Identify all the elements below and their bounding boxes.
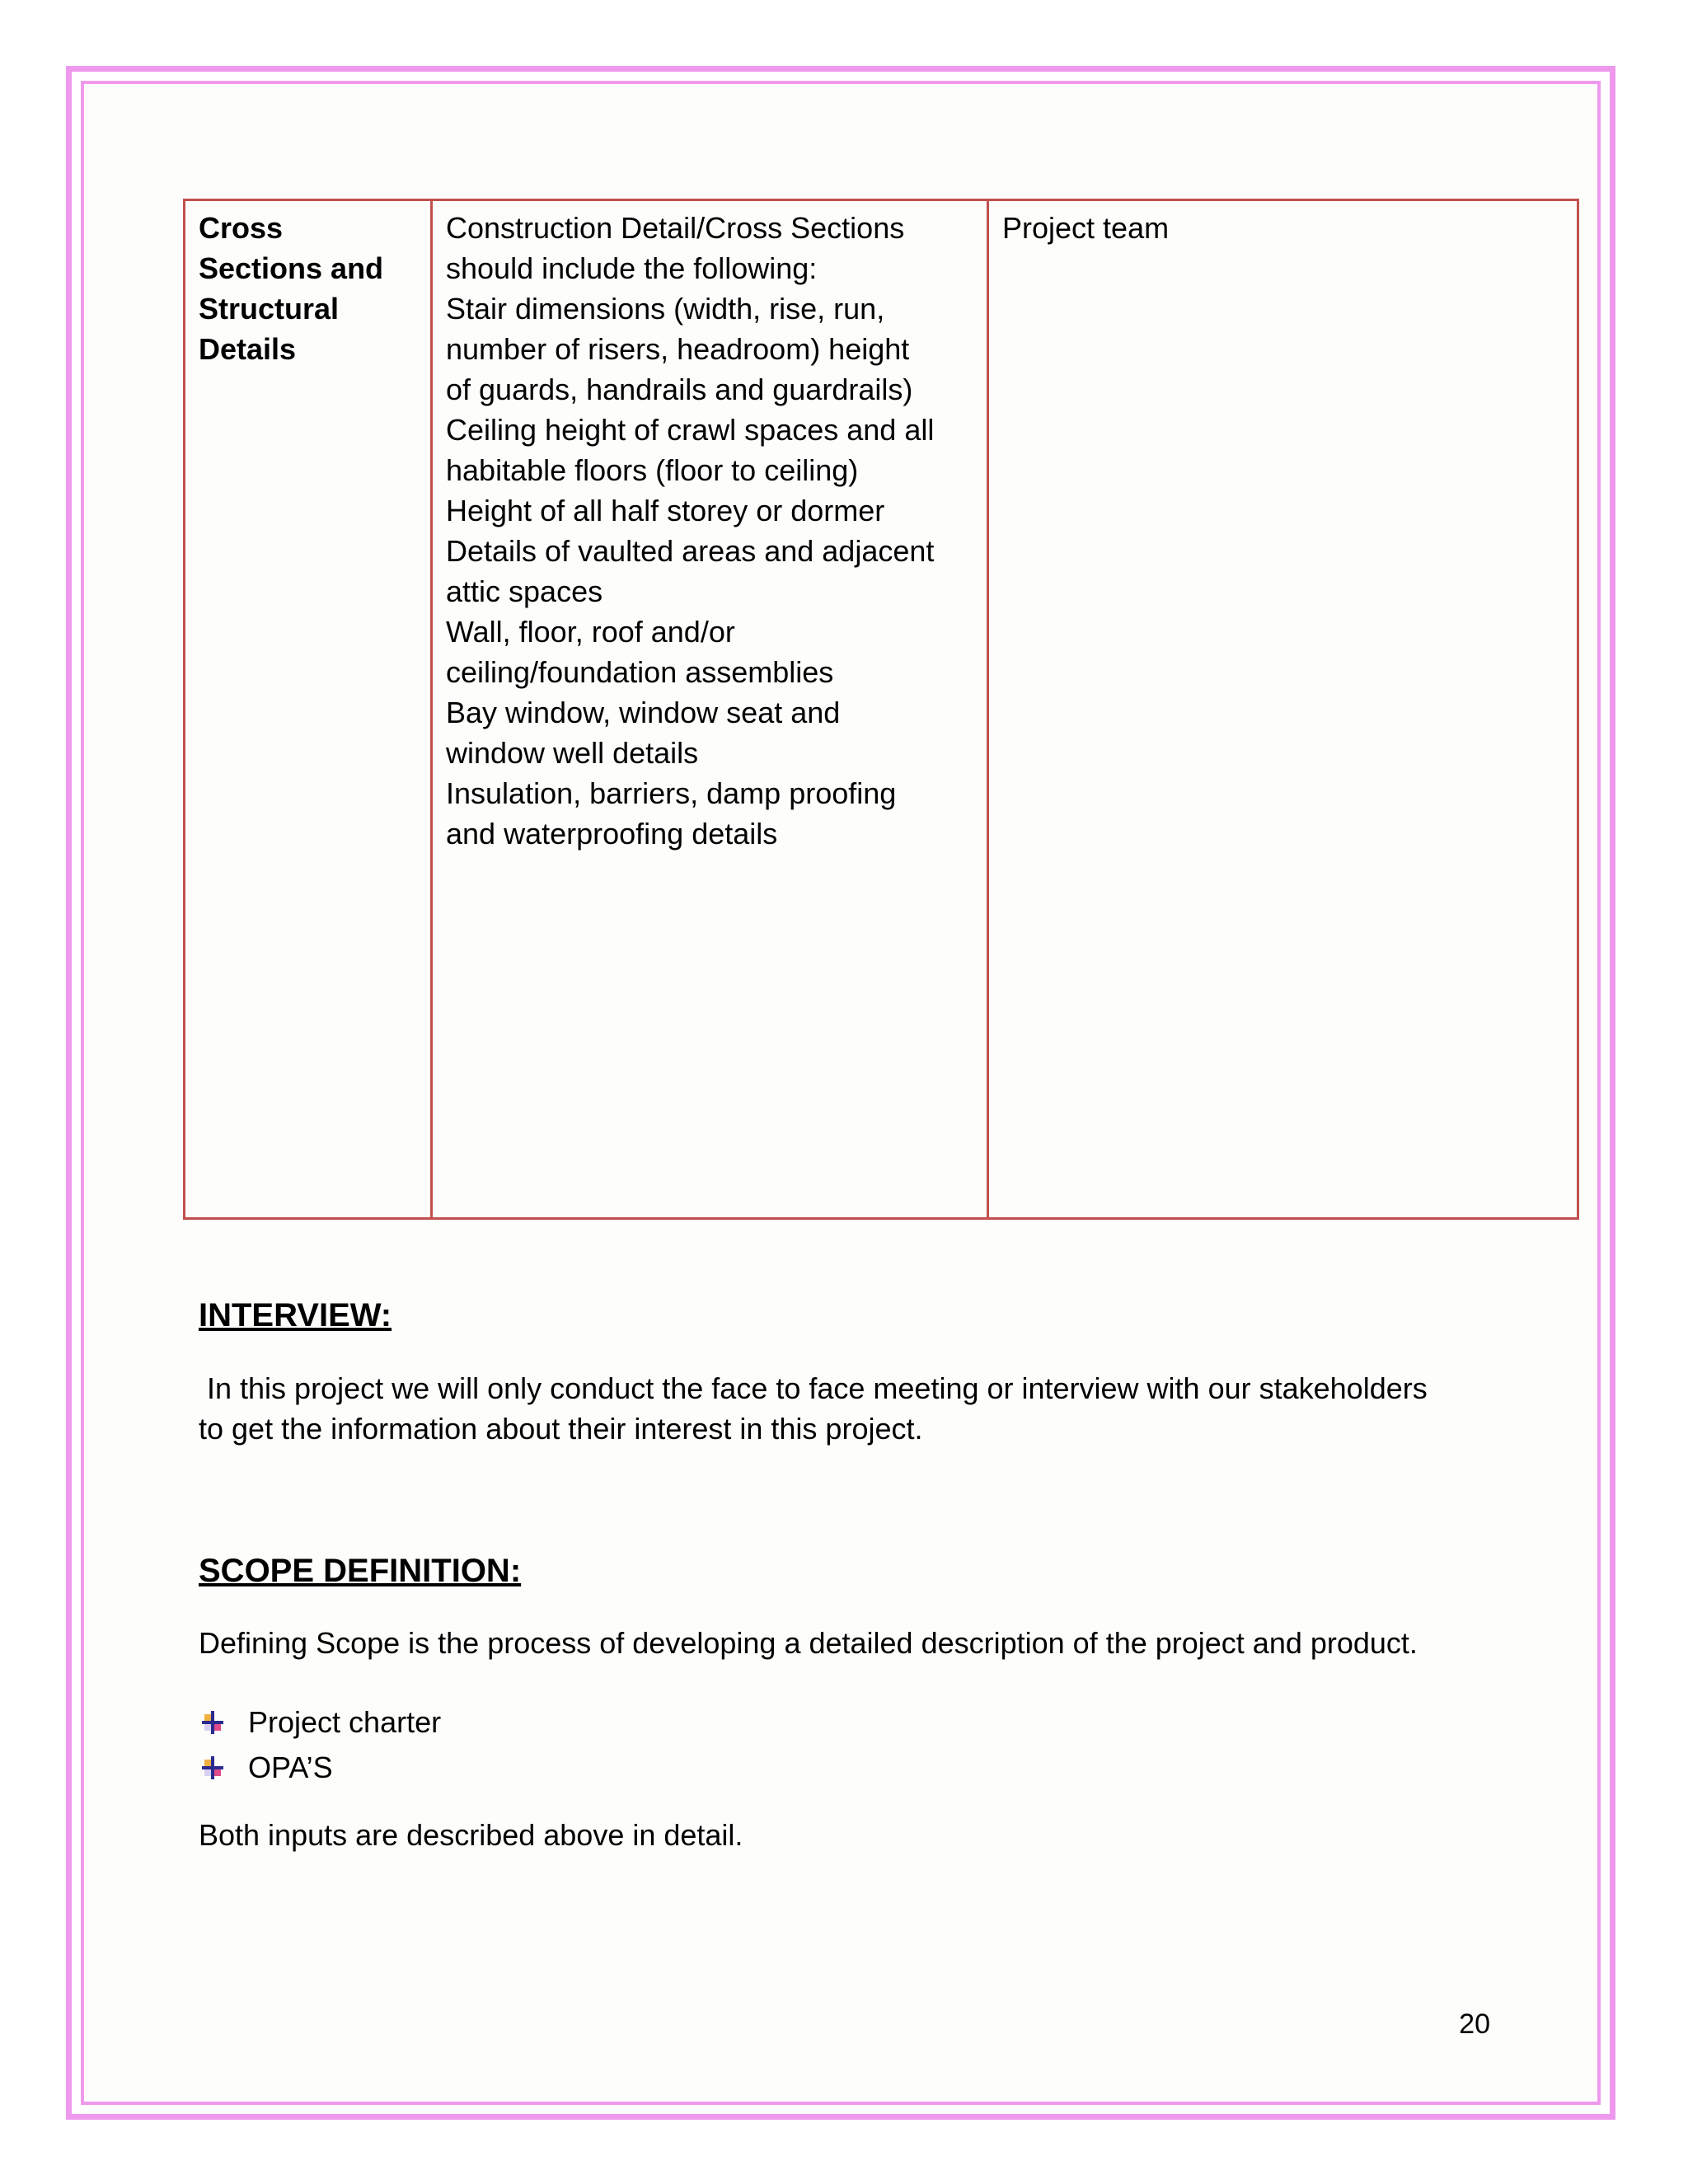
topic-line: Cross <box>199 211 284 245</box>
interview-line: to get the information about their interest in this project. <box>199 1412 923 1446</box>
requirements-table <box>183 199 1579 1220</box>
description-line: habitable floors (floor to ceiling) <box>446 453 859 487</box>
description-line: Details of vaulted areas and adjacent <box>446 534 935 568</box>
scope-closing: Both inputs are described above in detail. <box>199 1818 743 1852</box>
description-line: Insulation, barriers, damp proofing <box>446 776 897 810</box>
description-line: number of risers, headroom) height <box>446 332 910 366</box>
responsible-cell <box>988 200 1578 1219</box>
list-item-label: OPA’S <box>248 1750 333 1784</box>
description-cell <box>432 200 988 1219</box>
interview-heading: INTERVIEW: <box>199 1297 392 1333</box>
responsible-text: Project team <box>1002 211 1170 245</box>
description-line: should include the following: <box>446 251 818 285</box>
topic-cell <box>185 200 432 1219</box>
scope-input-list <box>199 1699 441 1790</box>
interview-line: In this project we will only conduct the face to face meeting or interview with our stakeholders <box>199 1371 1428 1405</box>
table-row <box>185 200 1578 1219</box>
list-item-label: Project charter <box>248 1705 442 1739</box>
description-line: window well details <box>446 736 699 770</box>
page-number: 20 <box>1459 2008 1490 2040</box>
description-line: Wall, floor, roof and/or <box>446 615 735 649</box>
interview-paragraph <box>199 1368 1501 1449</box>
description-line: and waterproofing details <box>446 817 778 851</box>
description-line: Height of all half storey or dormer <box>446 494 885 527</box>
scope-intro: Defining Scope is the process of developing a detailed description of the project and product. <box>199 1626 1418 1660</box>
topic-line: Details <box>199 332 297 366</box>
topic-line: Structural <box>199 292 340 326</box>
topic-line: Sections and <box>199 251 384 285</box>
description-line: Ceiling height of crawl spaces and all <box>446 413 935 447</box>
list-item <box>199 1699 441 1745</box>
description-line: attic spaces <box>446 574 603 608</box>
description-line: Bay window, window seat and <box>446 696 841 729</box>
scope-definition-heading: SCOPE DEFINITION: <box>199 1553 522 1589</box>
list-item <box>199 1745 441 1790</box>
cross-bullet-icon <box>199 1708 227 1736</box>
description-line: of guards, handrails and guardrails) <box>446 373 913 406</box>
cross-bullet-icon <box>199 1754 227 1782</box>
description-line: ceiling/foundation assemblies <box>446 655 834 689</box>
description-line: Stair dimensions (width, rise, run, <box>446 292 885 326</box>
description-line: Construction Detail/Cross Sections <box>446 211 905 245</box>
